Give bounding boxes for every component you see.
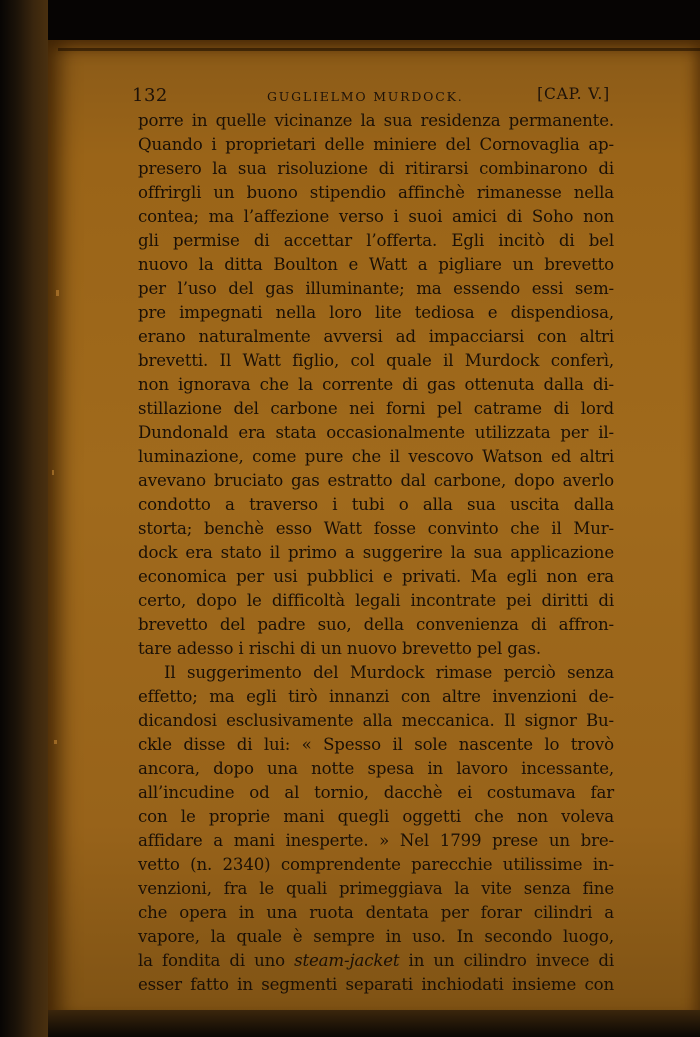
text-line: avevano bruciato gas estratto dal carbone, dopo averlo xyxy=(138,471,614,490)
text-line: porre in quelle vicinanze la sua residenza permanente. xyxy=(138,111,614,130)
text-line: nuovo la ditta Boulton e Watt a pigliare un brevetto xyxy=(138,255,614,274)
text-line: non ignorava che la corrente di gas ottenuta dalla di- xyxy=(138,375,614,394)
text-line: stillazione del carbone nei forni pel catrame di lord xyxy=(138,399,614,418)
text-line: venzioni, fra le quali primeggiava la vite senza fine xyxy=(138,879,614,898)
text-segment: in un cilindro invece di xyxy=(399,951,615,970)
text-line: dock era stato il primo a suggerire la sua applicazione xyxy=(138,543,614,562)
text-line: economica per usi pubblici e privati. Ma egli non era xyxy=(138,567,614,586)
text-line: ancora, dopo una notte spesa in lavoro incessante, xyxy=(138,759,614,778)
chapter-label: [CAP. V.] xyxy=(537,85,610,103)
body-text xyxy=(138,109,614,997)
text-line: esser fatto in segmenti separati inchiodati insieme con xyxy=(138,975,614,994)
text-line: storta; benchè esso Watt fosse convinto che il Mur- xyxy=(138,519,614,538)
text-line: erano naturalmente avversi ad impacciarsi con altri xyxy=(138,327,614,346)
text-line: dicandosi esclusivamente alla meccanica. Il signor Bu- xyxy=(138,711,614,730)
text-line: all’incudine od al tornio, dacchè ei costumava far xyxy=(138,783,614,802)
paragraph-last-line: tare adesso i rischi di un nuovo brevetto pel gas. xyxy=(138,639,541,658)
text-line: vapore, la quale è sempre in uso. In secondo luogo, xyxy=(138,927,614,946)
text-line: condotto a traverso i tubi o alla sua uscita dalla xyxy=(138,495,614,514)
text-line: brevetto del padre suo, della convenienza di affron- xyxy=(138,615,614,634)
italic-term: steam-jacket xyxy=(294,951,400,970)
text-line-with-italic xyxy=(138,949,614,973)
text-line: pre impegnati nella loro lite tediosa e dispendiosa, xyxy=(138,303,614,322)
text-line: affidare a mani inesperte. » Nel 1799 prese un bre- xyxy=(138,831,614,850)
page-number: 132 xyxy=(132,85,168,106)
text-line: gli permise di accettar l’offerta. Egli incitò di bel xyxy=(138,231,614,250)
text-line: brevetti. Il Watt figlio, col quale il Murdock conferì, xyxy=(138,351,614,370)
page-bottom-shadow xyxy=(48,1010,700,1037)
paragraph-first-line: Il suggerimento del Murdock rimase perciò senza xyxy=(164,663,614,682)
book-binding-edge xyxy=(0,0,48,1037)
text-line: con le proprie mani quegli oggetti che non voleva xyxy=(138,807,614,826)
paper-speck xyxy=(52,470,54,475)
text-line: per l’uso del gas illuminante; ma essendo essi sem- xyxy=(138,279,614,298)
running-title: GUGLIELMO MURDOCK. xyxy=(267,89,464,104)
text-line: certo, dopo le difficoltà legali incontrate pei diritti di xyxy=(138,591,614,610)
running-header xyxy=(132,85,610,111)
paper-speck xyxy=(56,290,59,296)
text-line: contea; ma l’affezione verso i suoi amici di Soho non xyxy=(138,207,614,226)
text-line: luminazione, come pure che il vescovo Watson ed altri xyxy=(138,447,614,466)
text-segment: la fondita di uno xyxy=(138,951,295,970)
page-top-shadow-line xyxy=(58,48,700,51)
text-line: che opera in una ruota dentata per forar cilindri a xyxy=(138,903,614,922)
text-line: vetto (n. 2340) comprendente parecchie utilissime in- xyxy=(138,855,614,874)
text-line: presero la sua risoluzione di ritirarsi combinarono di xyxy=(138,159,614,178)
text-line: offrirgli un buono stipendio affinchè rimanesse nella xyxy=(138,183,614,202)
text-line: ckle disse di lui: « Spesso il sole nascente lo trovò xyxy=(138,735,614,754)
text-line: Dundonald era stata occasionalmente utilizzata per il- xyxy=(138,423,614,442)
text-line: Quando i proprietari delle miniere del Cornovaglia ap- xyxy=(138,135,614,154)
text-line: effetto; ma egli tirò innanzi con altre invenzioni de- xyxy=(138,687,614,706)
paper-speck xyxy=(54,740,57,744)
